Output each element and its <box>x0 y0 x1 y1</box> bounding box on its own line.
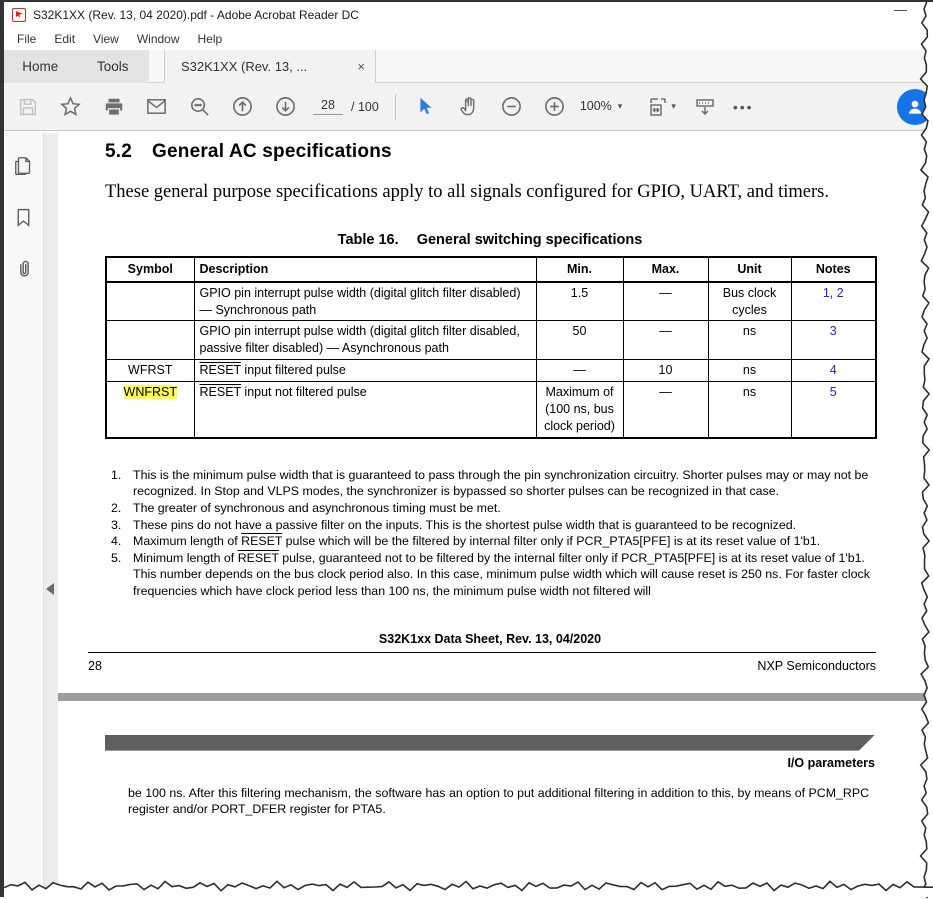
menu-edit[interactable]: Edit <box>54 31 76 46</box>
minimize-button[interactable]: — <box>894 2 907 17</box>
account-button[interactable] <box>897 89 933 125</box>
home-tools-group <box>4 50 149 83</box>
section-title: General AC specifications <box>152 141 392 162</box>
section-heading <box>105 141 875 163</box>
toolbar <box>4 83 933 131</box>
favorites-button[interactable] <box>49 83 92 131</box>
toolbar-divider <box>395 94 396 120</box>
table-row: GPIO pin interrupt pulse width (digital glitch filter disabled, passive filter disabled) — Asynchronous path 50 — ns 3 <box>106 321 876 360</box>
save-button[interactable] <box>6 83 49 131</box>
hand-tool-button[interactable] <box>447 83 490 131</box>
intro-paragraph: These general purpose specifications apply to all signals configured for GPIO, UART, and timers. <box>105 182 829 202</box>
table-caption-title: General switching specifications <box>416 231 643 248</box>
bookmarks-icon <box>13 207 34 228</box>
note-link[interactable]: 4 <box>791 360 876 382</box>
chevron-down-icon[interactable]: ▾ <box>617 101 623 111</box>
menu-view[interactable]: View <box>93 31 119 46</box>
email-icon <box>145 95 168 118</box>
menu-help[interactable]: Help <box>197 31 223 46</box>
col-notes: Notes <box>791 257 876 282</box>
footnote: 1. This is the minimum pulse width that is guaranteed to pass through the pin synchronization circuitry. Shorter pulses may or may not be recognized. In Stop and VLPS modes, the synchronizer is bypassed so shorter pulses can be recognized in that case. <box>111 467 869 499</box>
page-break-separator <box>58 693 933 701</box>
collapse-panel-icon[interactable] <box>46 583 54 595</box>
tab-bar <box>4 50 933 83</box>
previous-page-icon <box>231 95 254 118</box>
section-number: 5.2 <box>105 141 133 162</box>
zoom-level-value[interactable]: 100% <box>579 99 612 113</box>
selection-arrow-icon <box>414 96 436 118</box>
footer-publisher: NXP Semiconductors <box>757 658 876 673</box>
table-caption <box>105 232 875 248</box>
favorites-star-icon <box>59 95 82 118</box>
pdf-page-28 <box>88 133 876 673</box>
table-row: WFRST RESET input filtered pulse — 10 ns 4 <box>106 360 876 382</box>
page-scroll-button[interactable] <box>684 83 727 131</box>
footer-rule <box>88 652 876 653</box>
footnote-continuation: be 100 ns. After this filtering mechanism, the software has an option to put additional filtering in addition to this, by means of PCM_RPC register and/or PORT_DFER register for PTA5. <box>128 785 870 817</box>
footnote: 4. Maximum length of RESET pulse which will be the filtered by internal filter only if PCR_PTA5[PFE] is at its reset value of 1'b1. <box>111 534 821 549</box>
navigation-sidebar <box>4 133 44 897</box>
col-unit: Unit <box>708 257 791 282</box>
zoom-out-icon <box>500 95 523 118</box>
page-thumbnails-icon <box>13 155 35 177</box>
page-footer-row <box>88 659 876 673</box>
more-tools-button[interactable]: ••• <box>732 98 754 115</box>
menu-file[interactable]: File <box>17 31 37 46</box>
chapter-label: I/O parameters <box>787 755 875 770</box>
footnote: 3. These pins do not have a passive filter on the inputs. This is the shortest pulse width that is guaranteed to be recognized. <box>111 517 797 532</box>
zoom-out-button[interactable] <box>490 83 533 131</box>
search-icon <box>188 95 211 118</box>
note-link[interactable]: 5 <box>791 382 876 438</box>
menu-bar <box>4 27 933 50</box>
footer-page-number: 28 <box>88 658 102 673</box>
search-button[interactable] <box>178 83 221 131</box>
main-area <box>4 133 933 897</box>
hand-tool-icon <box>457 95 480 118</box>
table-row: WNFRST RESET input not filtered pulse Maximum of (100 ns, bus clock period) — ns 5 <box>106 382 876 438</box>
account-icon <box>905 97 925 117</box>
col-description: Description <box>194 257 536 282</box>
footnotes <box>105 467 875 600</box>
tab-document-label: S32K1XX (Rev. 13, ... <box>181 59 308 74</box>
window-title: S32K1XX (Rev. 13, 04 2020).pdf - Adobe Acrobat Reader DC <box>33 7 359 22</box>
next-page-icon <box>274 95 297 118</box>
tab-home[interactable]: Home <box>22 59 59 74</box>
page-footer-title: S32K1xx Data Sheet, Rev. 13, 04/2020 <box>378 631 602 646</box>
page-number-input[interactable]: 28 <box>313 98 343 115</box>
page-thumbnails-button[interactable] <box>13 155 35 182</box>
col-min: Min. <box>536 257 623 282</box>
select-tool-button[interactable] <box>404 83 447 131</box>
zoom-in-button[interactable] <box>533 83 576 131</box>
close-icon[interactable]: × <box>357 59 365 74</box>
print-button[interactable] <box>92 83 135 131</box>
previous-page-button[interactable] <box>221 83 264 131</box>
zoom-in-icon <box>543 95 566 118</box>
print-icon <box>103 96 125 118</box>
col-max: Max. <box>623 257 708 282</box>
table-row: GPIO pin interrupt pulse width (digital glitch filter disabled) — Synchronous path 1.5 — Bus clock cycles 1, 2 <box>106 282 876 321</box>
chevron-down-icon[interactable]: ▾ <box>671 101 676 111</box>
bookmarks-button[interactable] <box>13 207 34 233</box>
menu-window[interactable]: Window <box>136 31 180 46</box>
fit-width-icon <box>645 94 671 120</box>
spec-table <box>105 256 877 439</box>
save-icon <box>17 96 39 118</box>
note-link[interactable]: 1, 2 <box>791 282 876 321</box>
email-button[interactable] <box>135 83 178 131</box>
pdf-file-icon <box>12 8 26 22</box>
attachments-button[interactable] <box>13 258 35 285</box>
table-caption-label: Table 16. <box>337 231 399 248</box>
chapter-header-bar <box>105 735 875 751</box>
panel-gutter <box>44 133 58 897</box>
document-viewport[interactable] <box>58 133 933 897</box>
pdf-page-29 <box>105 735 875 818</box>
tab-tools[interactable]: Tools <box>96 59 129 74</box>
next-page-button[interactable] <box>264 83 307 131</box>
paperclip-icon <box>13 258 35 280</box>
footnote: 5. Minimum length of RESET pulse, guaranteed not to be filtered by the internal filter only if PCR_PTA5[PFE] is at its reset value of 1'b1. This number depends on the bus clock period also. In this case, minimum pulse width which will cause reset is 250 ns. For faster clock frequencies which have clock period less than 100 ns, the minimum pulse width not filtered will <box>111 550 870 598</box>
title-bar <box>4 2 933 27</box>
page-scroll-icon <box>692 94 718 120</box>
footnote: 2. The greater of synchronous and asynchronous timing must be met. <box>111 500 501 515</box>
tab-document[interactable] <box>164 50 376 83</box>
table-header-row <box>106 257 876 282</box>
page-count-label: / 100 <box>351 99 379 114</box>
note-link[interactable]: 3 <box>791 321 876 360</box>
col-symbol: Symbol <box>106 257 194 282</box>
search-highlight: WNFRST <box>123 385 177 400</box>
